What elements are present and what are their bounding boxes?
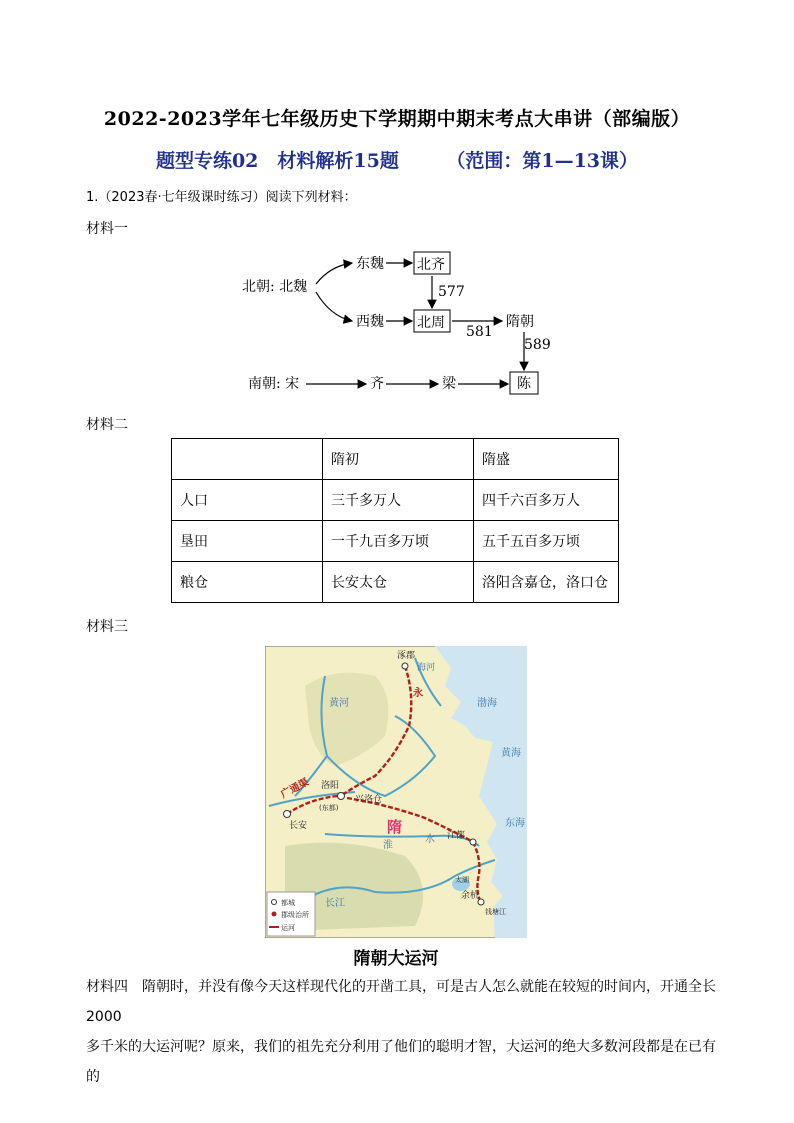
material2-label: 材料二 (86, 417, 128, 433)
jiangdu-marker (470, 839, 476, 845)
diagram-north-label: 北朝: 北魏 (242, 279, 308, 295)
label-changjiang: 长江 (325, 898, 345, 909)
document-subtitle (0, 146, 794, 173)
material4-line2: 多千米的大运河呢？原来，我们的祖先充分利用了他们的聪明才智，大运河的绝大多数河段都是在已有的 (86, 1039, 716, 1085)
material3-label: 材料三 (86, 619, 128, 635)
grand-canal-map (265, 646, 527, 938)
label-xingluocang: 兴洛仓 (355, 795, 383, 805)
label-donghai: 东海 (505, 818, 525, 829)
diagram-south-label: 南朝: 宋 (248, 376, 300, 392)
label-shui: 水 (425, 834, 435, 845)
dynasty-diagram (240, 246, 560, 398)
legend-capital: 都城 (281, 899, 295, 907)
table-header-row (172, 439, 619, 480)
label-haihe: 海河 (417, 663, 436, 673)
table-cell: 四千六百多万人 (474, 480, 619, 521)
zhuojun-marker (402, 663, 408, 669)
table-cell: 垦田 (172, 521, 323, 562)
table-header-cell: 隋初 (323, 439, 474, 480)
label-huanghe: 黄河 (329, 698, 349, 709)
table-header-cell: 隋盛 (474, 439, 619, 480)
label-luoyang: 洛阳 (321, 781, 340, 791)
arrow-to-east-wei (316, 263, 352, 284)
diagram-qi: 齐 (370, 376, 384, 392)
diagram-north-zhou: 北周 (417, 315, 445, 331)
material4-label: 材料四 (86, 979, 128, 995)
label-bohai: 渤海 (477, 698, 497, 709)
subtitle-right: （范围：第1—13课） (455, 150, 639, 172)
table-header-cell (172, 439, 323, 480)
diagram-north-qi: 北齐 (417, 257, 445, 273)
label-jiangdu: 江都 (447, 831, 466, 841)
map-caption: 隋朝大运河 (353, 949, 439, 969)
table-row (172, 562, 619, 603)
diagram-west-wei: 西魏 (356, 314, 384, 330)
label-guangtongqu: 广通渠 (279, 776, 311, 801)
diagram-chen: 陈 (517, 376, 531, 392)
arrow-to-west-wei (316, 292, 352, 321)
diagram-year-581: 581 (466, 324, 493, 340)
luoyang-marker (338, 793, 345, 800)
label-huanghai: 黄海 (501, 748, 521, 759)
diagram-sui: 隋朝 (506, 314, 534, 330)
material4-paragraph (86, 972, 726, 1092)
diagram-liang: 梁 (442, 376, 456, 392)
table-cell: 洛阳含嘉仓，洛口仓 (474, 562, 619, 603)
document-title: 2022-2023学年七年级历史下学期期中期末考点大串讲（部编版） (103, 108, 691, 130)
label-taihu: 太湖 (455, 876, 469, 884)
label-yuhang: 余杭 (461, 891, 480, 901)
label-dongdu: (东都) (319, 804, 339, 812)
legend-canal: 运河 (281, 924, 295, 932)
diagram-year-589: 589 (524, 337, 551, 353)
table-cell: 五千五百多万顷 (474, 521, 619, 562)
subtitle-left: 题型专练02 材料解析15题 (155, 150, 399, 172)
diagram-year-577: 577 (438, 284, 465, 300)
label-qiantangjiang: 钱塘江 (485, 908, 506, 916)
table-row (172, 480, 619, 521)
question-stem: 1.（2023春·七年级课时练习）阅读下列材料： (86, 190, 357, 205)
material1-label: 材料一 (86, 221, 128, 237)
diagram-east-wei: 东魏 (356, 256, 384, 272)
table-row (172, 521, 619, 562)
table-cell: 三千多万人 (323, 480, 474, 521)
sui-statistics-table (171, 438, 619, 603)
changan-marker (284, 811, 291, 818)
label-zhuojun: 涿郡 (397, 651, 416, 661)
table-cell: 粮仓 (172, 562, 323, 603)
label-huai: 淮 (383, 840, 393, 851)
label-sui-state: 隋 (387, 818, 403, 836)
map-legend (267, 892, 315, 936)
label-changan: 长安 (289, 821, 308, 831)
label-yongjiqu: 永 (413, 688, 423, 699)
table-cell: 长安太仓 (323, 562, 474, 603)
material4-line1: 隋朝时，并没有像今天这样现代化的开凿工具，可是古人怎么就能在较短的时间内，开通全长2000 (86, 979, 716, 1025)
table-cell: 一千九百多万顷 (323, 521, 474, 562)
table-cell: 人口 (172, 480, 323, 521)
legend-prefecture: 郡级治所 (281, 911, 309, 919)
